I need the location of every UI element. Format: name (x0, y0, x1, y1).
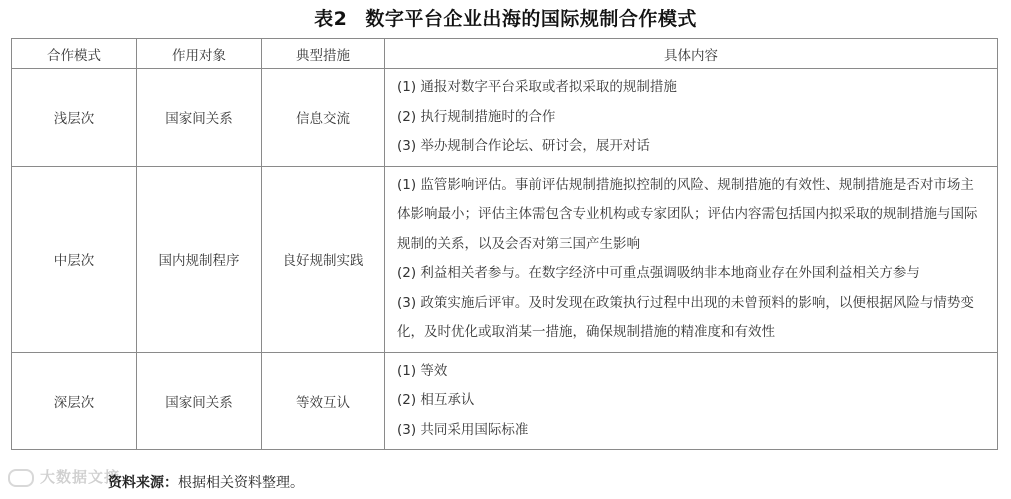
watermark-text: 大数据文摘 (40, 468, 121, 486)
table-title (0, 4, 1011, 31)
source-label: 资料来源： (108, 475, 178, 491)
header-target: 作用对象 (137, 39, 262, 69)
cooperation-mode-table (11, 38, 998, 450)
table-row (12, 352, 998, 450)
content-item: (2) 利益相关者参与。在数字经济中可重点强调吸纳非本地商业存在外国利益相关方参与 (397, 265, 920, 281)
content-item: (3) 共同采用国际标准 (397, 421, 529, 438)
content-item: (2) 相互承认 (397, 392, 475, 408)
cell-content (385, 352, 998, 450)
content-item: (2) 执行规制措施时的合作 (397, 108, 556, 125)
cell-mode: 深层次 (12, 352, 137, 450)
header-row (12, 39, 998, 69)
table-row (12, 69, 998, 167)
source-note (108, 472, 304, 492)
cell-measure: 等效互认 (262, 352, 385, 450)
table-title-text: 数字平台企业出海的国际规制合作模式 (365, 8, 697, 30)
header-measure: 典型措施 (262, 39, 385, 69)
cell-content (385, 69, 998, 167)
table-number: 表2 (314, 8, 348, 30)
cell-mode: 浅层次 (12, 69, 137, 167)
watermark-logo-icon (8, 469, 34, 487)
header-mode: 合作模式 (12, 39, 137, 69)
cell-target: 国内规制程序 (137, 166, 262, 352)
content-item: (1) 等效 (397, 362, 448, 379)
content-item: (3) 政策实施后评审。及时发现在政策执行过程中出现的未曾预料的影响，以便根据风险与情势变化，及时优化或取消某一措施，确保规制措施的精准度和有效性 (397, 294, 974, 340)
source-text: 根据相关资料整理。 (178, 475, 304, 491)
content-item: (1) 通报对数字平台采取或者拟采取的规制措施 (397, 79, 677, 95)
header-content: 具体内容 (385, 39, 998, 69)
content-item: (1) 监管影响评估。事前评估规制措施拟控制的风险、规制措施的有效性、规制措施是否对市场主体影响最小；评估主体需包含专业机构或专家团队；评估内容需包括国内拟采取的规制措施与国际规制的关系，以及会否对第三国产生影响 (397, 176, 978, 252)
cell-target: 国家间关系 (137, 352, 262, 450)
cell-measure: 信息交流 (262, 69, 385, 167)
cell-mode: 中层次 (12, 166, 137, 352)
watermark (8, 466, 120, 487)
content-item: (3) 举办规制合作论坛、研讨会，展开对话 (397, 138, 650, 154)
cell-target: 国家间关系 (137, 69, 262, 167)
cell-measure: 良好规制实践 (262, 166, 385, 352)
cell-content (385, 166, 998, 352)
table-row (12, 166, 998, 352)
